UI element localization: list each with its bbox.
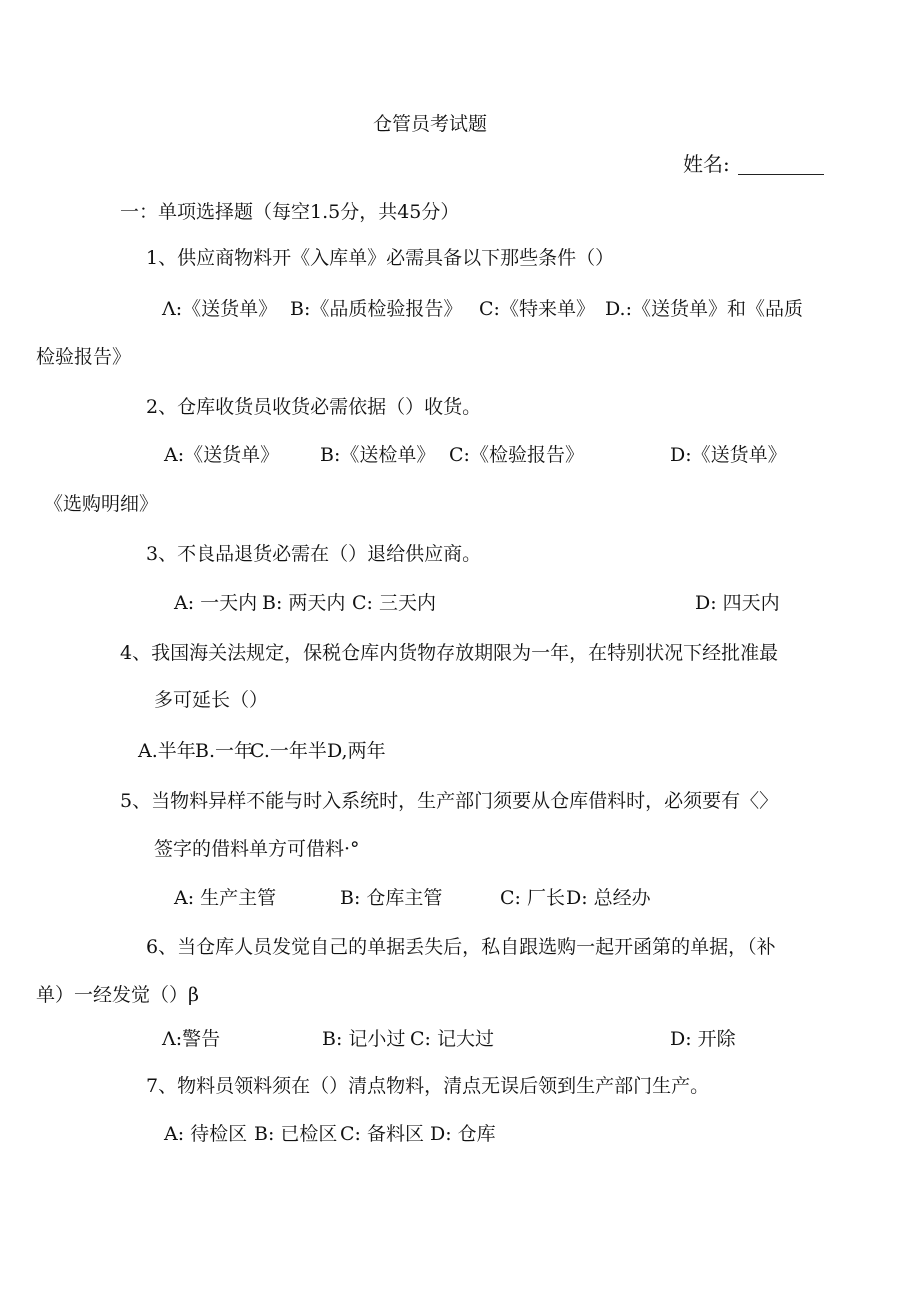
name-blank-line	[738, 174, 824, 175]
q5-option-a: A: 生产主管	[174, 887, 277, 909]
q6-option-b: B: 记小过	[322, 1028, 406, 1050]
q1-option-b: B:《品质检验报告》	[290, 298, 463, 320]
q3-option-a: A: 一天内	[174, 592, 258, 614]
question-3: 3、不良品退货必需在（）退给供应商。	[146, 543, 482, 565]
q1-option-c: C:《特来单》	[479, 298, 595, 320]
q5-option-c: C: 厂长	[500, 887, 565, 909]
question-4-cont: 多可延长（）	[154, 689, 269, 711]
q2-option-a: A:《送货单》	[164, 444, 280, 466]
q1-option-d: D.:《送货单》和《品质	[605, 298, 803, 320]
q6-option-c: C: 记大过	[410, 1028, 494, 1050]
q7-option-a: A: 待检区	[164, 1123, 248, 1145]
question-7: 7、物料员领料须在（）清点物料，清点无误后领到生产部门生产。	[146, 1075, 710, 1097]
question-1: 1、供应商物料开《入库单》必需具备以下那些条件（）	[146, 247, 615, 269]
page-title: 仓管员考试题	[372, 113, 487, 135]
q3-option-c: C: 三天内	[352, 592, 436, 614]
section-heading: 一：单项选择题（每空1.5分，共45分）	[120, 201, 460, 223]
q2-option-b: B:《送检单》	[320, 444, 436, 466]
q2-option-d: D:《送货单》	[670, 444, 787, 466]
q5-option-b: B: 仓库主管	[340, 887, 443, 909]
q4-option-c: C.一年半	[250, 740, 327, 762]
name-label: 姓名:	[683, 152, 730, 176]
q4-option-b: B.一年	[195, 740, 254, 762]
q1-option-d-wrap: 检验报告》	[36, 346, 132, 368]
q2-option-c: C:《检验报告》	[449, 444, 584, 466]
q1-option-a: Λ:《送货单》	[162, 298, 278, 320]
question-5: 5、当物料异样不能与时入系统时，生产部门须要从仓库借料时，必须要有〈〉	[120, 790, 779, 812]
q5-option-d: D: 总经办	[566, 887, 651, 909]
question-5-cont: 签字的借料单方可借料·°	[154, 838, 360, 860]
q7-option-b: B: 已检区	[254, 1123, 338, 1145]
question-6: 6、当仓库人员发觉自己的单据丢失后，私自跟选购一起开函第的单据，（补	[146, 936, 776, 958]
q6-option-d: D: 开除	[670, 1028, 736, 1050]
q3-option-b: B: 两天内	[262, 592, 346, 614]
question-4: 4、我国海关法规定，保税仓库内货物存放期限为一年，在特别状况下经批准最	[120, 642, 779, 664]
q4-option-a: A.半年	[138, 740, 196, 762]
q7-option-c: C: 备料区	[340, 1123, 424, 1145]
question-2: 2、仓库收货员收货必需依据（）收货。	[146, 396, 482, 418]
q4-option-d: D,两年	[327, 740, 386, 762]
q3-option-d: D: 四天内	[695, 592, 780, 614]
question-6-cont: 单）一经发觉（）β	[36, 984, 199, 1006]
q7-option-d: D: 仓库	[430, 1123, 496, 1145]
q6-option-a: Λ:警告	[162, 1028, 221, 1050]
q2-option-d-wrap: 《选购明细》	[44, 493, 159, 515]
